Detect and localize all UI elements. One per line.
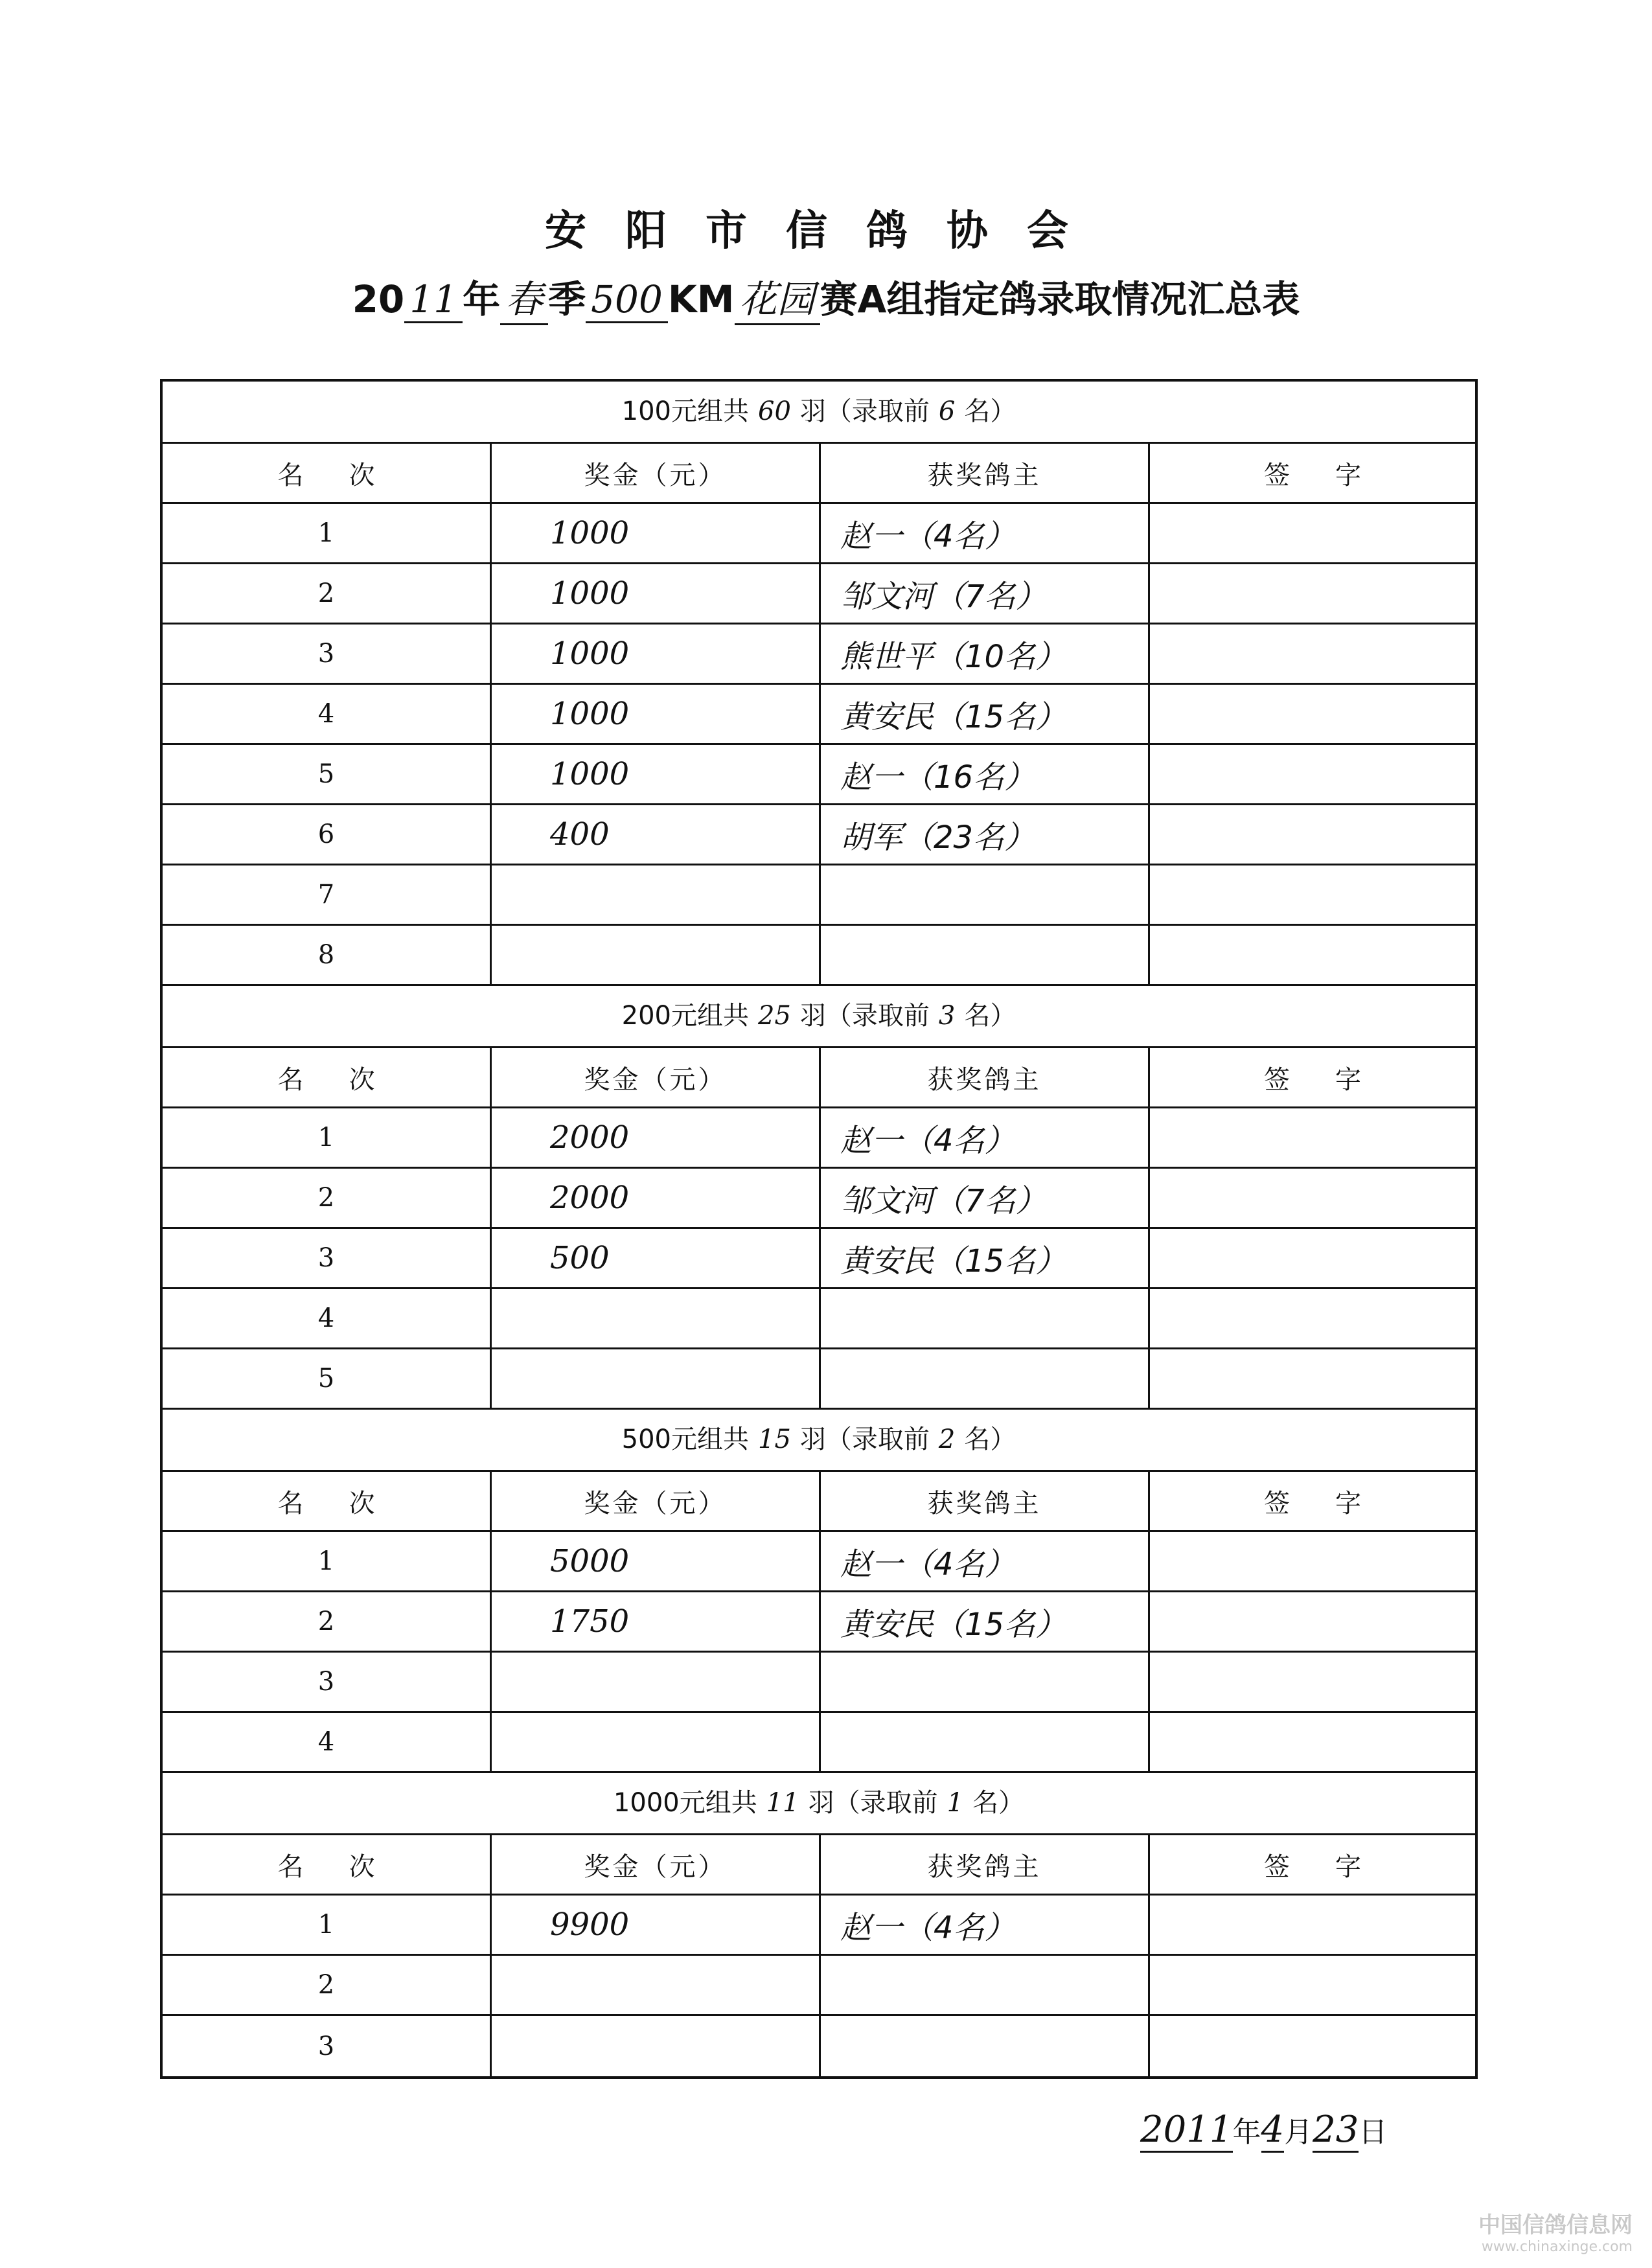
signature-cell xyxy=(1150,805,1475,864)
rank-cell: 2 xyxy=(163,1592,492,1651)
table-row xyxy=(163,926,1475,986)
rank-cell: 8 xyxy=(163,926,492,984)
table-row xyxy=(163,1592,1475,1653)
col-rank-header: 名次 xyxy=(163,1048,492,1106)
col-winner-header: 获奖鸽主 xyxy=(821,1835,1150,1894)
winner-cell: 黄安民（15名） xyxy=(821,1229,1150,1287)
prize-cell: 1750 xyxy=(492,1592,821,1651)
prize-cell xyxy=(492,2016,821,2076)
prize-cell: 1000 xyxy=(492,745,821,803)
prize-cell: 5000 xyxy=(492,1532,821,1590)
date-day-label: 日 xyxy=(1359,2116,1388,2149)
signature-cell xyxy=(1150,564,1475,623)
rank-cell: 7 xyxy=(163,865,492,924)
rank-cell: 4 xyxy=(163,1289,492,1347)
table-row xyxy=(163,1896,1475,1956)
table-row xyxy=(163,564,1475,624)
org-title: 安阳市信鸽协会 xyxy=(545,207,1107,255)
group-name: 100元组 xyxy=(621,396,723,426)
title-distance-unit: KM xyxy=(667,277,735,321)
signature-cell xyxy=(1150,1108,1475,1167)
prize-cell xyxy=(492,1289,821,1347)
signature-cell xyxy=(1150,1532,1475,1590)
table-row xyxy=(163,1349,1475,1410)
rank-cell: 4 xyxy=(163,1713,492,1771)
group-admit-suffix: 名） xyxy=(964,1001,1016,1031)
signature-cell xyxy=(1150,2016,1475,2076)
signature-cell xyxy=(1150,624,1475,683)
prize-cell xyxy=(492,926,821,984)
winner-cell: 熊世平（10名） xyxy=(821,624,1150,683)
winner-cell xyxy=(821,1289,1150,1347)
group-header xyxy=(163,986,1475,1048)
prize-cell: 2000 xyxy=(492,1169,821,1227)
table-row xyxy=(163,1653,1475,1713)
signature-cell xyxy=(1150,1956,1475,2014)
winner-cell: 赵一（4名） xyxy=(821,1532,1150,1590)
col-sign-header: 签字 xyxy=(1264,1488,1406,1518)
column-header-row xyxy=(163,1048,1475,1108)
prize-cell: 1000 xyxy=(492,504,821,562)
col-sign-header: 签字 xyxy=(1264,1851,1406,1882)
rank-cell: 3 xyxy=(163,1653,492,1711)
group-admit-label: 羽（录取前 xyxy=(799,396,930,426)
rank-cell: 2 xyxy=(163,564,492,623)
group-admit-count: 1 xyxy=(938,1773,972,1835)
winner-cell: 赵一（4名） xyxy=(821,1896,1150,1954)
winner-cell: 邹文河（7名） xyxy=(821,1169,1150,1227)
winner-cell: 赵一（4名） xyxy=(821,1108,1150,1167)
group-count: 25 xyxy=(749,986,800,1048)
table-row xyxy=(163,2016,1475,2076)
signature-cell xyxy=(1150,1349,1475,1408)
signature-cell xyxy=(1150,685,1475,743)
group-header xyxy=(163,1410,1475,1472)
rank-cell: 1 xyxy=(163,504,492,562)
winner-cell: 黄安民（15名） xyxy=(821,1592,1150,1651)
signature-cell xyxy=(1150,504,1475,562)
group-admit-count: 3 xyxy=(930,986,964,1048)
col-sign-header: 签字 xyxy=(1264,460,1406,490)
results-table xyxy=(160,379,1478,2079)
winner-cell: 赵一（16名） xyxy=(821,745,1150,803)
site-watermark xyxy=(1478,2207,1633,2255)
table-row xyxy=(163,1956,1475,2016)
title-venue: 花园 xyxy=(735,269,820,325)
col-winner-header: 获奖鸽主 xyxy=(821,444,1150,502)
winner-cell: 邹文河（7名） xyxy=(821,564,1150,623)
signature-cell xyxy=(1150,1713,1475,1771)
table-row xyxy=(163,1289,1475,1349)
watermark-url: www.chinaxinge.com xyxy=(1481,2239,1633,2255)
watermark-title: 中国信鸽信息网 xyxy=(1478,2212,1633,2238)
prize-cell xyxy=(492,865,821,924)
column-header-row xyxy=(163,1472,1475,1532)
table-row xyxy=(163,865,1475,926)
col-winner-header: 获奖鸽主 xyxy=(821,1048,1150,1106)
winner-cell xyxy=(821,926,1150,984)
group-admit-count: 2 xyxy=(930,1410,964,1472)
prize-cell: 1000 xyxy=(492,685,821,743)
title-rest: 赛A组指定鸽录取情况汇总表 xyxy=(820,277,1300,321)
rank-cell: 3 xyxy=(163,624,492,683)
group-header xyxy=(163,1773,1475,1835)
title-prefix: 20 xyxy=(352,277,405,321)
form-title xyxy=(0,269,1652,325)
title-year-suffix: 年 xyxy=(463,277,501,321)
rank-cell: 3 xyxy=(163,1229,492,1287)
group-admit-label: 羽（录取前 xyxy=(799,1425,930,1454)
col-rank-header: 名次 xyxy=(163,444,492,502)
table-row xyxy=(163,1713,1475,1773)
date-day: 23 xyxy=(1313,2109,1359,2153)
table-row xyxy=(163,745,1475,805)
group-name: 500元组 xyxy=(621,1425,723,1454)
group-count: 60 xyxy=(749,382,800,444)
col-winner-header: 获奖鸽主 xyxy=(821,1472,1150,1530)
winner-cell: 赵一（4名） xyxy=(821,504,1150,562)
prize-cell xyxy=(492,1713,821,1771)
rank-cell: 5 xyxy=(163,745,492,803)
rank-cell: 4 xyxy=(163,685,492,743)
signature-cell xyxy=(1150,926,1475,984)
signature-cell xyxy=(1150,1592,1475,1651)
group-name: 1000元组 xyxy=(613,1788,731,1818)
winner-cell: 黄安民（15名） xyxy=(821,685,1150,743)
rank-cell: 5 xyxy=(163,1349,492,1408)
table-row xyxy=(163,685,1475,745)
title-season-suffix: 季 xyxy=(548,277,586,321)
table-row xyxy=(163,624,1475,685)
rank-cell: 6 xyxy=(163,805,492,864)
date-month-label: 月 xyxy=(1284,2116,1313,2149)
prize-cell xyxy=(492,1956,821,2014)
winner-cell xyxy=(821,1349,1150,1408)
table-row xyxy=(163,1532,1475,1592)
signature-cell xyxy=(1150,1169,1475,1227)
group-name: 200元组 xyxy=(621,1001,723,1031)
date-line xyxy=(1140,2109,1387,2151)
group-count: 11 xyxy=(757,1773,809,1835)
winner-cell xyxy=(821,865,1150,924)
group-admit-count: 6 xyxy=(930,382,964,444)
title-year: 11 xyxy=(404,277,463,323)
group-total-label: 共 xyxy=(723,1425,749,1454)
winner-cell xyxy=(821,1653,1150,1711)
title-distance: 500 xyxy=(586,277,668,323)
group-admit-suffix: 名） xyxy=(964,396,1016,426)
col-prize-header: 奖金（元） xyxy=(492,1472,821,1530)
signature-cell xyxy=(1150,1289,1475,1347)
winner-cell xyxy=(821,1713,1150,1771)
group-admit-suffix: 名） xyxy=(972,1788,1025,1818)
group-total-label: 共 xyxy=(723,1001,749,1031)
rank-cell: 1 xyxy=(163,1532,492,1590)
prize-cell xyxy=(492,1653,821,1711)
date-year: 2011 xyxy=(1140,2109,1233,2153)
prize-cell: 9900 xyxy=(492,1896,821,1954)
col-rank-header: 名次 xyxy=(163,1835,492,1894)
signature-cell xyxy=(1150,1229,1475,1287)
table-row xyxy=(163,1229,1475,1289)
winner-cell: 胡军（23名） xyxy=(821,805,1150,864)
group-admit-label: 羽（录取前 xyxy=(799,1001,930,1031)
table-row xyxy=(163,504,1475,564)
group-count: 15 xyxy=(749,1410,800,1472)
group-total-label: 共 xyxy=(723,396,749,426)
table-row xyxy=(163,805,1475,865)
rank-cell: 3 xyxy=(163,2016,492,2076)
col-prize-header: 奖金（元） xyxy=(492,1048,821,1106)
col-prize-header: 奖金（元） xyxy=(492,444,821,502)
date-year-label: 年 xyxy=(1232,2116,1261,2149)
group-admit-label: 羽（录取前 xyxy=(808,1788,938,1818)
table-row xyxy=(163,1108,1475,1169)
group-total-label: 共 xyxy=(731,1788,757,1818)
group-admit-suffix: 名） xyxy=(964,1425,1016,1454)
signature-cell xyxy=(1150,1896,1475,1954)
column-header-row xyxy=(163,444,1475,504)
prize-cell: 2000 xyxy=(492,1108,821,1167)
signature-cell xyxy=(1150,865,1475,924)
column-header-row xyxy=(163,1835,1475,1896)
winner-cell xyxy=(821,2016,1150,2076)
prize-cell: 1000 xyxy=(492,624,821,683)
rank-cell: 1 xyxy=(163,1108,492,1167)
prize-cell: 400 xyxy=(492,805,821,864)
col-sign-header: 签字 xyxy=(1264,1064,1406,1095)
table-row xyxy=(163,1169,1475,1229)
signature-cell xyxy=(1150,1653,1475,1711)
group-header xyxy=(163,382,1475,444)
title-season: 春 xyxy=(500,269,548,325)
signature-cell xyxy=(1150,745,1475,803)
col-prize-header: 奖金（元） xyxy=(492,1835,821,1894)
prize-cell xyxy=(492,1349,821,1408)
rank-cell: 1 xyxy=(163,1896,492,1954)
prize-cell: 500 xyxy=(492,1229,821,1287)
rank-cell: 2 xyxy=(163,1956,492,2014)
date-month: 4 xyxy=(1261,2109,1285,2153)
winner-cell xyxy=(821,1956,1150,2014)
col-rank-header: 名次 xyxy=(163,1472,492,1530)
rank-cell: 2 xyxy=(163,1169,492,1227)
prize-cell: 1000 xyxy=(492,564,821,623)
